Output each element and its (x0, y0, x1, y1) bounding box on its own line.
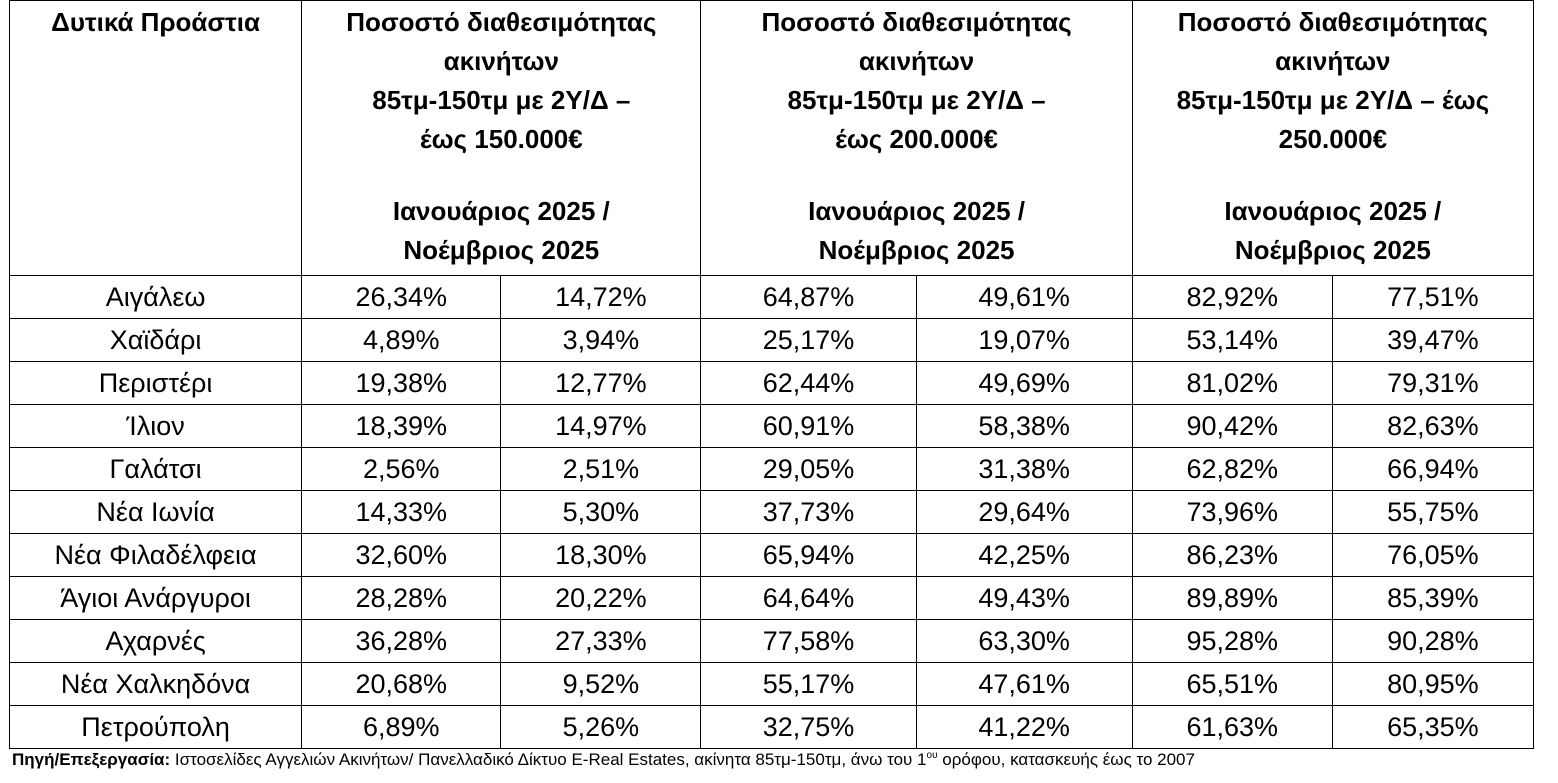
period-line: Νοέμβριος 2025 (403, 235, 600, 265)
group-header-line: Ποσοστό διαθεσιμότητας (761, 7, 1072, 37)
percentage-cell: 64,87% (701, 276, 916, 319)
percentage-cell: 80,95% (1332, 663, 1533, 706)
percentage-cell: 14,97% (501, 405, 701, 448)
period-line: Ιανουάριος 2025 / (392, 196, 610, 226)
district-cell: Νέα Φιλαδέλφεια (10, 534, 302, 577)
percentage-cell: 31,38% (916, 448, 1132, 491)
availability-table (9, 0, 1534, 749)
percentage-cell: 65,51% (1132, 663, 1332, 706)
period-line: Νοέμβριος 2025 (1234, 235, 1431, 265)
percentage-cell: 73,96% (1132, 491, 1332, 534)
percentage-cell: 77,51% (1332, 276, 1533, 319)
district-cell: Γαλάτσι (10, 448, 302, 491)
percentage-cell: 20,22% (501, 577, 701, 620)
footnote-superscript: ου (926, 750, 938, 761)
group-header-200k (701, 1, 1132, 276)
district-cell: Πετρούπολη (10, 706, 302, 749)
period-line: Νοέμβριος 2025 (818, 235, 1015, 265)
group-header-150k (302, 1, 701, 276)
percentage-cell: 65,35% (1332, 706, 1533, 749)
group-header-line: ακινήτων (443, 46, 559, 76)
table-row (10, 620, 1534, 663)
table-row (10, 534, 1534, 577)
percentage-cell: 25,17% (701, 319, 916, 362)
group-header-line: ακινήτων (1275, 46, 1391, 76)
percentage-cell: 85,39% (1332, 577, 1533, 620)
percentage-cell: 47,61% (916, 663, 1132, 706)
percentage-cell: 79,31% (1332, 362, 1533, 405)
group-header-250k-period (1133, 192, 1533, 270)
group-header-line: ακινήτων (858, 46, 975, 76)
district-header-label: Δυτικά Προάστια (51, 7, 260, 37)
table-row (10, 276, 1534, 319)
percentage-cell: 64,64% (701, 577, 916, 620)
group-header-line: 250.000€ (1278, 124, 1388, 154)
district-cell: Νέα Χαλκηδόνα (10, 663, 302, 706)
percentage-cell: 61,63% (1132, 706, 1332, 749)
percentage-cell: 18,30% (501, 534, 701, 577)
percentage-cell: 14,72% (501, 276, 701, 319)
table-row (10, 362, 1534, 405)
table-row (10, 706, 1534, 749)
footnote-text-end: ορόφου, κατασκευής έως το 2007 (937, 750, 1195, 769)
group-header-line: 85τμ-150τμ με 2Υ/Δ – (787, 85, 1046, 115)
district-cell: Άγιοι Ανάργυροι (10, 577, 302, 620)
district-cell: Νέα Ιωνία (10, 491, 302, 534)
percentage-cell: 65,94% (701, 534, 916, 577)
percentage-cell: 27,33% (501, 620, 701, 663)
percentage-cell: 81,02% (1132, 362, 1332, 405)
percentage-cell: 2,56% (302, 448, 501, 491)
percentage-cell: 36,28% (302, 620, 501, 663)
percentage-cell: 3,94% (501, 319, 701, 362)
percentage-cell: 58,38% (916, 405, 1132, 448)
percentage-cell: 66,94% (1332, 448, 1533, 491)
percentage-cell: 55,75% (1332, 491, 1533, 534)
district-cell: Χαϊδάρι (10, 319, 302, 362)
percentage-cell: 2,51% (501, 448, 701, 491)
percentage-cell: 95,28% (1132, 620, 1332, 663)
period-line: Ιανουάριος 2025 / (808, 196, 1025, 226)
percentage-cell: 63,30% (916, 620, 1132, 663)
district-cell: Ίλιον (10, 405, 302, 448)
percentage-cell: 4,89% (302, 319, 501, 362)
group-header-150k-period (302, 192, 700, 270)
percentage-cell: 14,33% (302, 491, 501, 534)
percentage-cell: 29,05% (701, 448, 916, 491)
district-cell: Αιγάλεω (10, 276, 302, 319)
footnote-text: Ιστοσελίδες Αγγελιών Ακινήτων/ Πανελλαδικό Δίκτυο E-Real Estates, ακίνητα 85τμ-150τμ, άνω του 1 (170, 750, 927, 769)
table-row (10, 491, 1534, 534)
group-header-line: έως 200.000€ (835, 124, 998, 154)
table-row (10, 319, 1534, 362)
group-header-250k (1132, 1, 1533, 276)
percentage-cell: 49,69% (916, 362, 1132, 405)
percentage-cell: 60,91% (701, 405, 916, 448)
percentage-cell: 18,39% (302, 405, 501, 448)
percentage-cell: 5,26% (501, 706, 701, 749)
percentage-cell: 39,47% (1332, 319, 1533, 362)
percentage-cell: 49,43% (916, 577, 1132, 620)
percentage-cell: 62,82% (1132, 448, 1332, 491)
district-cell: Περιστέρι (10, 362, 302, 405)
percentage-cell: 62,44% (701, 362, 916, 405)
footnote-label: Πηγή/Επεξεργασία: (12, 750, 171, 769)
table-row (10, 663, 1534, 706)
percentage-cell: 42,25% (916, 534, 1132, 577)
percentage-cell: 9,52% (501, 663, 701, 706)
percentage-cell: 19,07% (916, 319, 1132, 362)
percentage-cell: 32,60% (302, 534, 501, 577)
percentage-cell: 6,89% (302, 706, 501, 749)
percentage-cell: 28,28% (302, 577, 501, 620)
percentage-cell: 5,30% (501, 491, 701, 534)
percentage-cell: 37,73% (701, 491, 916, 534)
percentage-cell: 53,14% (1132, 319, 1332, 362)
group-header-line: 85τμ-150τμ με 2Υ/Δ – (372, 85, 631, 115)
percentage-cell: 12,77% (501, 362, 701, 405)
source-footnote (12, 749, 1195, 771)
group-header-200k-title (701, 1, 1131, 159)
availability-table-container (9, 0, 1534, 749)
group-header-150k-title (302, 1, 700, 159)
percentage-cell: 19,38% (302, 362, 501, 405)
percentage-cell: 90,28% (1332, 620, 1533, 663)
percentage-cell: 29,64% (916, 491, 1132, 534)
percentage-cell: 77,58% (701, 620, 916, 663)
percentage-cell: 86,23% (1132, 534, 1332, 577)
group-header-200k-period (701, 192, 1131, 270)
group-header-line: Ποσοστό διαθεσιμότητας (1177, 7, 1488, 37)
percentage-cell: 55,17% (701, 663, 916, 706)
percentage-cell: 26,34% (302, 276, 501, 319)
group-header-line: έως 150.000€ (419, 124, 583, 154)
table-row (10, 577, 1534, 620)
percentage-cell: 76,05% (1332, 534, 1533, 577)
group-header-line: 85τμ-150τμ με 2Υ/Δ – έως (1176, 85, 1490, 115)
percentage-cell: 89,89% (1132, 577, 1332, 620)
table-row (10, 448, 1534, 491)
percentage-cell: 41,22% (916, 706, 1132, 749)
district-column-header (10, 1, 302, 276)
table-row (10, 405, 1534, 448)
percentage-cell: 82,92% (1132, 276, 1332, 319)
percentage-cell: 20,68% (302, 663, 501, 706)
table-header-row (10, 1, 1534, 276)
group-header-line: Ποσοστό διαθεσιμότητας (346, 7, 657, 37)
percentage-cell: 49,61% (916, 276, 1132, 319)
district-cell: Αχαρνές (10, 620, 302, 663)
period-line: Ιανουάριος 2025 / (1224, 196, 1442, 226)
percentage-cell: 82,63% (1332, 405, 1533, 448)
table-body (10, 276, 1534, 749)
percentage-cell: 32,75% (701, 706, 916, 749)
group-header-250k-title (1133, 1, 1533, 159)
percentage-cell: 90,42% (1132, 405, 1332, 448)
